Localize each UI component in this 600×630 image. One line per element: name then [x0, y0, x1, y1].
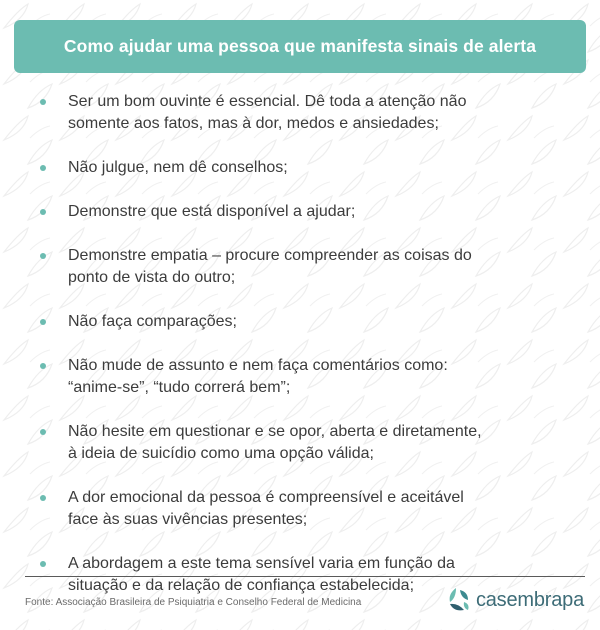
tip-text: Não mude de assunto e nem faça comentários como: “anime-se”, “tudo correrá bem”; — [68, 357, 448, 396]
brand-logo — [444, 586, 584, 614]
tip-text: Ser um bom ouvinte é essencial. Dê toda a atenção não somente aos fatos, mas à dor, medos e ansiedades; — [68, 93, 467, 132]
list-item — [0, 157, 600, 179]
tip-text: A dor emocional da pessoa é compreensível e aceitável face às suas vivências presentes; — [68, 489, 464, 528]
bullet-dot-icon — [40, 99, 46, 105]
list-item — [0, 487, 600, 531]
list-item — [0, 245, 600, 289]
title-banner — [14, 20, 586, 73]
tip-text: Não faça comparações; — [68, 313, 237, 330]
tips-list — [0, 91, 600, 597]
page-title: Como ajudar uma pessoa que manifesta sinais de alerta — [63, 36, 537, 56]
tip-text: Demonstre que está disponível a ajudar; — [68, 203, 356, 220]
tip-text: Não hesite em questionar e se opor, aberta e diretamente, à ideia de suicídio como uma opção válida; — [68, 423, 482, 462]
list-item — [0, 201, 600, 223]
bullet-dot-icon — [40, 165, 46, 171]
casembrapa-logo-icon — [444, 586, 472, 614]
footer-divider — [25, 576, 585, 577]
bullet-dot-icon — [40, 363, 46, 369]
list-item — [0, 311, 600, 333]
tip-text: Demonstre empatia – procure compreender as coisas do ponto de vista do outro; — [68, 247, 472, 286]
bullet-dot-icon — [40, 561, 46, 567]
source-credit: Fonte: Associação Brasileira de Psiquiatria e Conselho Federal de Medicina — [25, 597, 362, 608]
bullet-dot-icon — [40, 429, 46, 435]
list-item — [0, 421, 600, 465]
tip-text: Não julgue, nem dê conselhos; — [68, 159, 288, 176]
bullet-dot-icon — [40, 253, 46, 259]
bullet-dot-icon — [40, 319, 46, 325]
list-item — [0, 91, 600, 135]
tip-text: A abordagem a este tema sensível varia em função da situação e da relação de confiança estabelecida; — [68, 555, 455, 594]
list-item — [0, 355, 600, 399]
brand-name: casembrapa — [475, 588, 584, 611]
bullet-dot-icon — [40, 495, 46, 501]
bullet-dot-icon — [40, 209, 46, 215]
